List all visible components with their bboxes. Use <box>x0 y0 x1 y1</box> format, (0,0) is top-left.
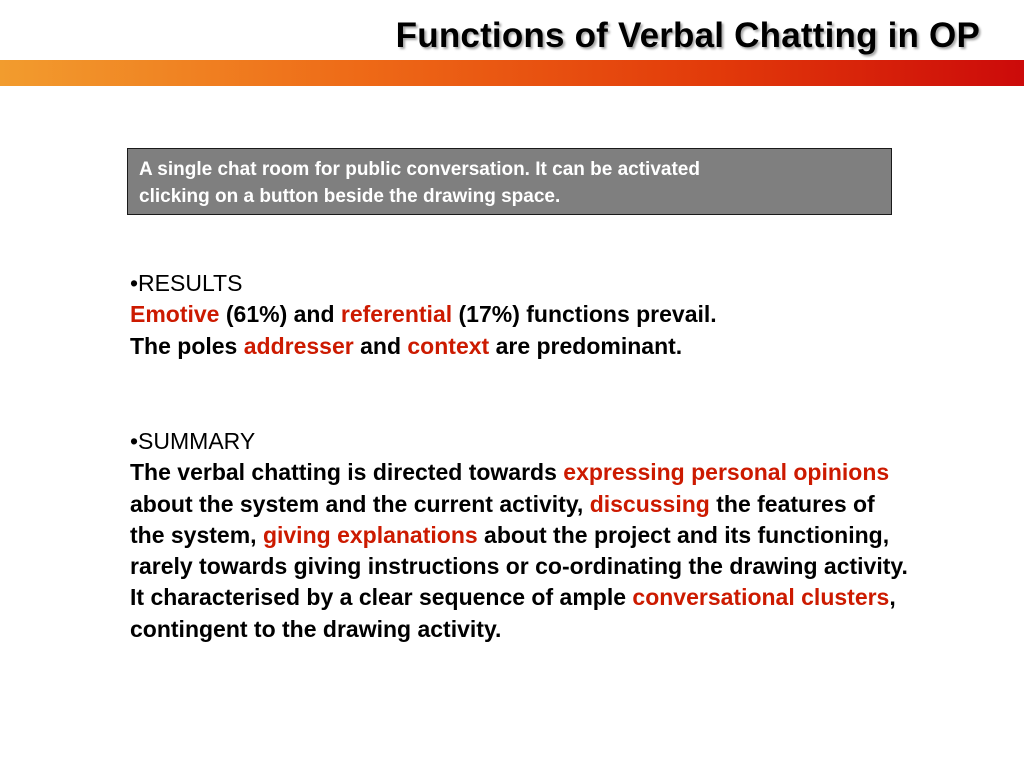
highlight-addresser: addresser <box>243 332 354 359</box>
highlight-context: context <box>407 332 490 359</box>
info-box-line: clicking on a button beside the drawing space. <box>139 186 561 207</box>
highlight-giving-explanations: giving explanations <box>262 521 478 548</box>
summary-text: the features of the system, <box>130 490 875 548</box>
summary-text: , contingent to the drawing activity. <box>130 584 896 642</box>
highlight-expressing-personal-opinions: expressing personal opinions <box>563 459 890 486</box>
results-text: and <box>353 332 408 359</box>
results-text: (17%) functions prevail. <box>452 301 717 328</box>
summary-text: The verbal chatting is directed towards <box>130 459 564 486</box>
highlight-discussing: discussing <box>589 490 710 517</box>
results-text: are predominant. <box>489 332 683 359</box>
results-text: (61%) and <box>219 301 341 328</box>
info-box <box>127 148 892 215</box>
results-text: The poles <box>130 332 244 359</box>
results-section <box>130 268 910 362</box>
results-heading: •RESULTS <box>130 270 243 296</box>
results-line <box>130 331 910 362</box>
highlight-referential: referential <box>340 301 453 328</box>
results-line <box>130 299 910 330</box>
summary-paragraph <box>130 457 910 645</box>
summary-heading: •SUMMARY <box>130 428 256 454</box>
summary-section <box>130 426 910 645</box>
highlight-conversational-clusters: conversational clusters <box>632 584 890 611</box>
summary-text: about the system and the current activity, <box>130 490 590 517</box>
slide-title: Functions of Verbal Chatting in OP <box>395 16 980 55</box>
highlight-emotive: Emotive <box>130 301 220 328</box>
summary-text: about the project and its functioning, rarely towards giving instructions or co-ordinating the drawing activity. It characterised by a clear sequence of ample <box>130 521 908 611</box>
title-accent-bar <box>0 60 1024 86</box>
info-box-line: A single chat room for public conversation. It can be activated <box>139 159 700 180</box>
